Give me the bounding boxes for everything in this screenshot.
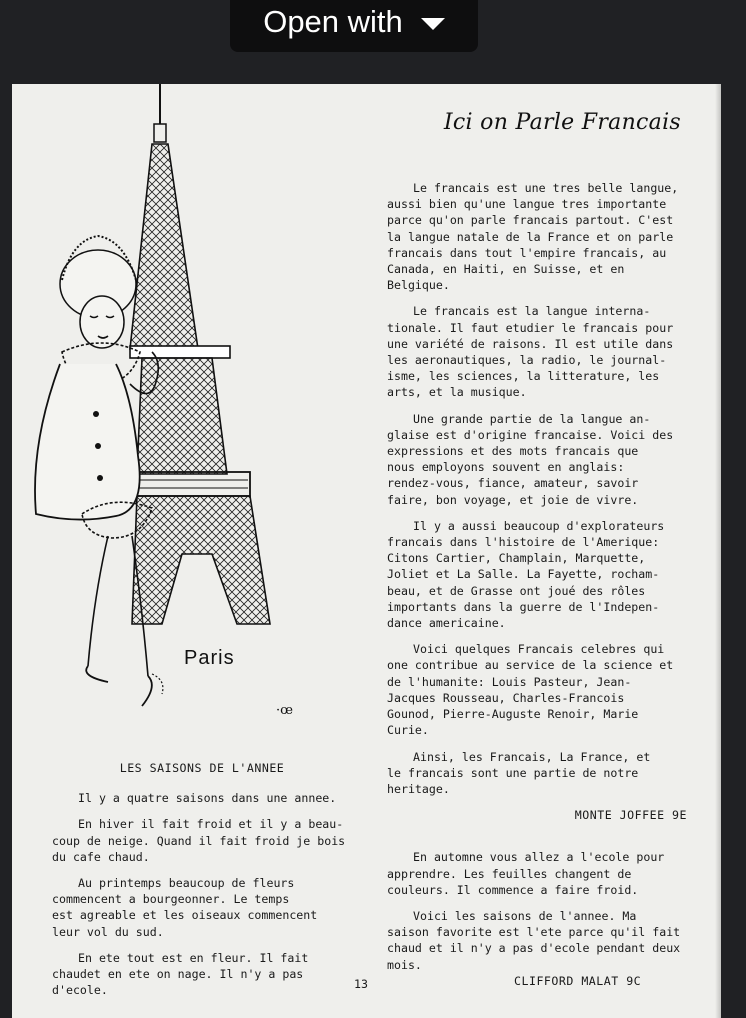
article-paragraph: Il y a quatre saisons dans une annee. [78, 791, 337, 806]
artist-mark: ·œ [276, 703, 293, 718]
article-paragraph: Une grande partie de la langue an- glaise est d'origine francaise. Voici des expressions et des mots francais que nous employons souvent en anglais: rendez-vous, fiance, amateur, savoir faire, bon voyage, et joie de vivre. [387, 411, 674, 507]
author-signature: CLIFFORD MALAT 9C [514, 974, 642, 988]
article-paragraph: En automne vous allez a l'ecole pour apprendre. Les feuilles changent de couleurs. Il commence a faire froid. [387, 850, 665, 897]
author-signature: MONTE JOFFEE 9E [574, 808, 687, 823]
article-right-column [387, 180, 687, 983]
article-paragraph: Au printemps beaucoup de fleurs commencent a bourgeonner. Le temps est agreable et les oiseaux commencent leur vol du sud. [52, 876, 318, 939]
page-number: 13 [354, 977, 368, 991]
section-heading: LES SAISONS DE L'ANNEE [119, 761, 285, 775]
open-with-button[interactable] [230, 0, 478, 52]
article-paragraph: En ete tout est en fleur. Il fait chaudet en ete on nage. Il n'y a pas d'ecole. [52, 950, 309, 998]
article-paragraph: Voici les saisons de l'annee. Ma saison favorite est l'ete parce qu'il fait chaud et il n'y a pas d'ecole pendant deux mois. [387, 908, 681, 972]
article-paragraph: En hiver il fait froid et il y a beau- coup de neige. Quand il fait froid je bois du cafe chaud. [52, 817, 346, 864]
article-paragraph: Il y a aussi beaucoup d'explorateurs francais dans l'histoire de l'Amerique: Citons Cartier, Champlain, Marquette, Joliet et La Salle. La Fayette, rocham- beau, et de Grasse ont joué des rôles importants dans la guerre de l'Indepen- dance americaine. [387, 518, 665, 631]
article-left-column [52, 760, 352, 1008]
article-paragraph: Ainsi, les Francais, La France, et le francais sont une partie de notre heritage. [387, 749, 651, 796]
article-paragraph: Voici quelques Francais celebres qui one contribue au service de la science et de l'humanite: Louis Pasteur, Jean- Jacques Rousseau, Charles-Francois Gounod, Pierre-Auguste Renoir, Marie Curie. [387, 642, 674, 738]
article-paragraph: Le francais est une tres belle langue, aussi bien qu'une langue tres importante parce qu'on parle francais partout. C'est la langue natale de la France et on parle francais dans tout l'empire francais, au Canada, en Haiti, en Suisse, et en Belgique. [387, 181, 679, 293]
dropdown-caret-icon [421, 18, 445, 30]
document-page [12, 84, 721, 1018]
illustration-label: Paris [184, 647, 235, 669]
eiffel-tower-woman-illustration [12, 84, 372, 744]
open-with-label: Open with [263, 4, 403, 39]
page-title: Ici on Parle Francais [443, 110, 681, 135]
article-paragraph: Le francais est la langue interna- tionale. Il faut etudier le francais pour une variété de raisons. Il est utile dans les aeronautiques, la radio, le journal- isme, les sciences, la litterature, les arts, et la musique. [387, 304, 674, 400]
